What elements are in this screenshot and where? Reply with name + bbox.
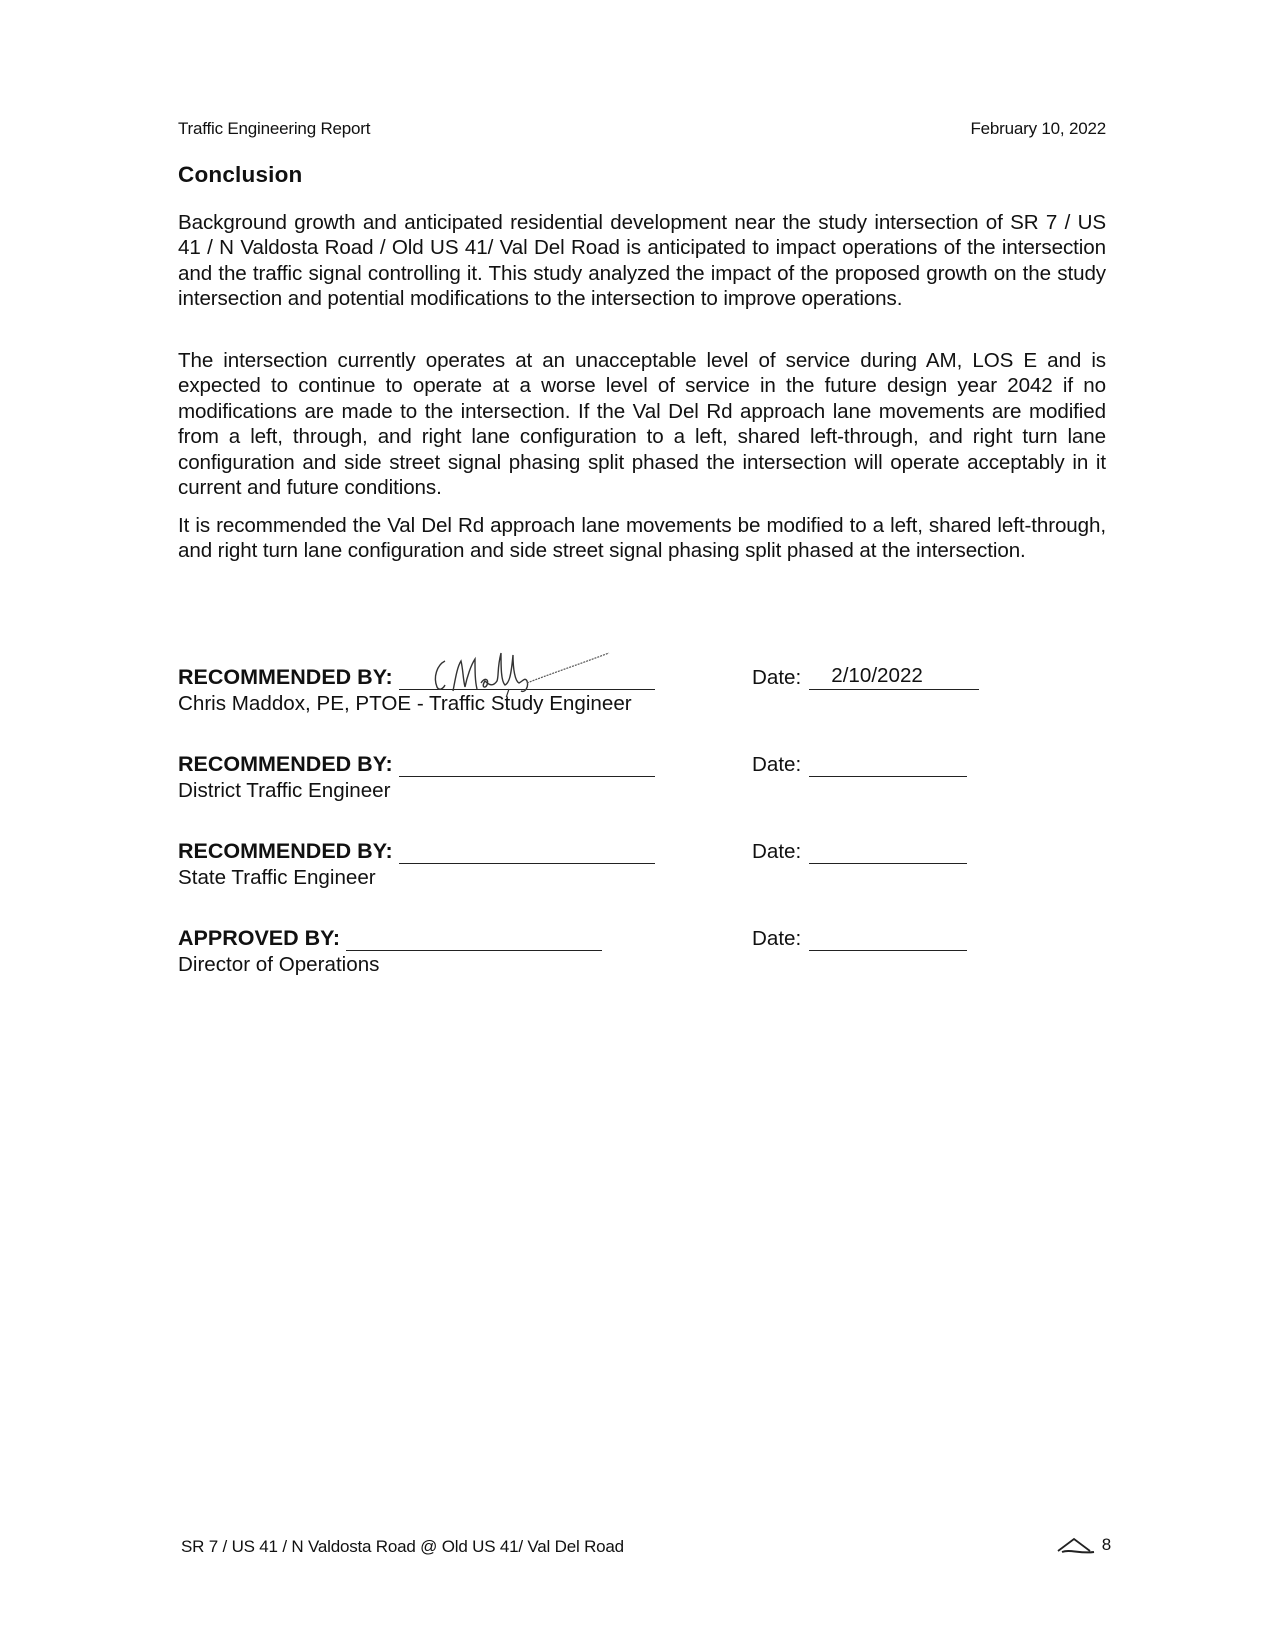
signature-block-district-traffic-engineer	[178, 749, 1106, 809]
paragraph-background: Background growth and anticipated residential development near the study intersection of SR 7 / US 41 / N Valdosta Road / Old US 41/ Val Del Road is anticipated to impact operations of the intersection and the traffic signal controlling it. This study analyzed the impact of the proposed growth on the study intersection and potential modifications to the intersection to improve operations.	[178, 211, 1106, 311]
report-title: Traffic Engineering Report	[178, 119, 371, 138]
page-number: 8	[1101, 1535, 1111, 1554]
date-field[interactable]	[809, 928, 967, 951]
date-value: 2/10/2022	[831, 664, 923, 687]
page-footer	[181, 1537, 1111, 1557]
signature-field[interactable]	[346, 928, 602, 951]
paragraph-recommendation: It is recommended the Val Del Rd approach lane movements be modified to a left, shared left-through, and right turn lane configuration and side street signal phasing split phased at the intersection.	[178, 514, 1106, 563]
section-heading: Conclusion	[178, 162, 303, 187]
signer-title: State Traffic Engineer	[178, 866, 376, 889]
date-label: Date:	[752, 927, 802, 950]
signature-field[interactable]	[399, 667, 655, 690]
signer-title: Chris Maddox, PE, PTOE - Traffic Study Engineer	[178, 692, 632, 715]
signature-field[interactable]	[399, 754, 655, 777]
signature-field[interactable]	[399, 841, 655, 864]
signature-block-traffic-study-engineer	[178, 662, 1106, 722]
signature-label: RECOMMENDED BY:	[178, 665, 393, 689]
signer-title: Director of Operations	[178, 953, 380, 976]
signer-title: District Traffic Engineer	[178, 779, 391, 802]
date-field[interactable]	[809, 664, 979, 690]
report-date: February 10, 2022	[970, 119, 1106, 138]
signature-label: RECOMMENDED BY:	[178, 839, 393, 863]
footer-project-title: SR 7 / US 41 / N Valdosta Road @ Old US 41/ Val Del Road	[181, 1537, 624, 1556]
signature-block-state-traffic-engineer	[178, 836, 1106, 896]
paragraph-analysis: The intersection currently operates at an unacceptable level of service during AM, LOS E and is expected to continue to operate at a worse level of service in the future design year 2042 if no modifications are made to the intersection. If the Val Del Rd approach lane movements are modified from a left, through, and right lane configuration to a left, shared left-through, and right turn lane configuration and side street signal phasing split phased the intersection will operate acceptably in it current and future conditions.	[178, 349, 1106, 500]
date-field[interactable]	[809, 754, 967, 777]
signature-label: APPROVED BY:	[178, 926, 341, 950]
date-label: Date:	[752, 840, 802, 863]
date-field[interactable]	[809, 841, 967, 864]
signature-label: RECOMMENDED BY:	[178, 752, 393, 776]
date-label: Date:	[752, 753, 802, 776]
signature-block-director-of-operations	[178, 923, 1106, 983]
mountain-logo-icon	[1056, 1535, 1096, 1555]
date-label: Date:	[752, 666, 802, 689]
handwritten-signature-icon	[427, 647, 627, 697]
page-header	[178, 119, 1106, 139]
